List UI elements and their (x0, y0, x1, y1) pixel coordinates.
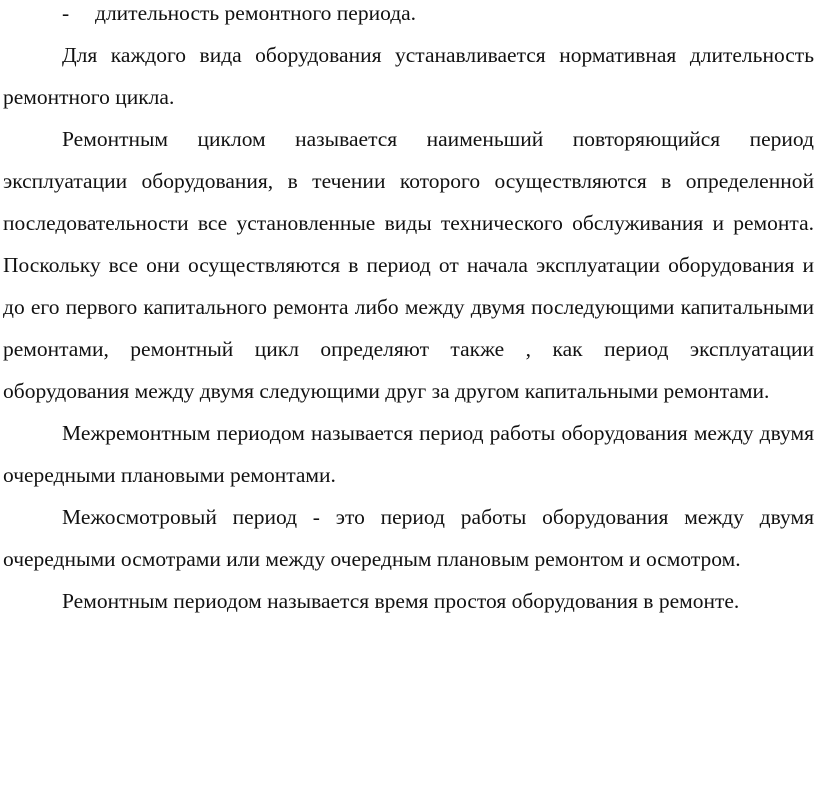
paragraph-repair-cycle-definition: Ремонтным циклом называется наименьший повторяющийся период эксплуатации оборудования, в течении которого осуществляются в определенной последовательности все установленные виды технического обслуживания и ремонта. Поскольку все они осуществляются в период от начала эксплуатации оборудования и до его первого капитального ремонта либо между двумя последующими капитальными ремонтами, ремонтный цикл определяют также , как период эксплуатации оборудования между двумя следующими друг за другом капитальными ремонтами. (3, 127, 814, 403)
list-item-text: длительность ремонтного периода. (95, 1, 417, 25)
list-item (3, 0, 814, 34)
list-dash-marker: - (62, 1, 70, 25)
paragraph-interrepair-period: Межремонтным периодом называется период работы оборудования между двумя очередными плановыми ремонтами. (3, 421, 814, 487)
paragraph-repair-period: Ремонтным периодом называется время простоя оборудования в ремонте. (62, 589, 740, 613)
paragraph-interinspection-period: Межосмотровый период - это период работы оборудования между двумя очередными осмотрами или между очередным плановым ремонтом и осмотром. (3, 505, 814, 571)
paragraph-normative-duration: Для каждого вида оборудования устанавливается нормативная длительность ремонтного цикла. (3, 43, 814, 109)
